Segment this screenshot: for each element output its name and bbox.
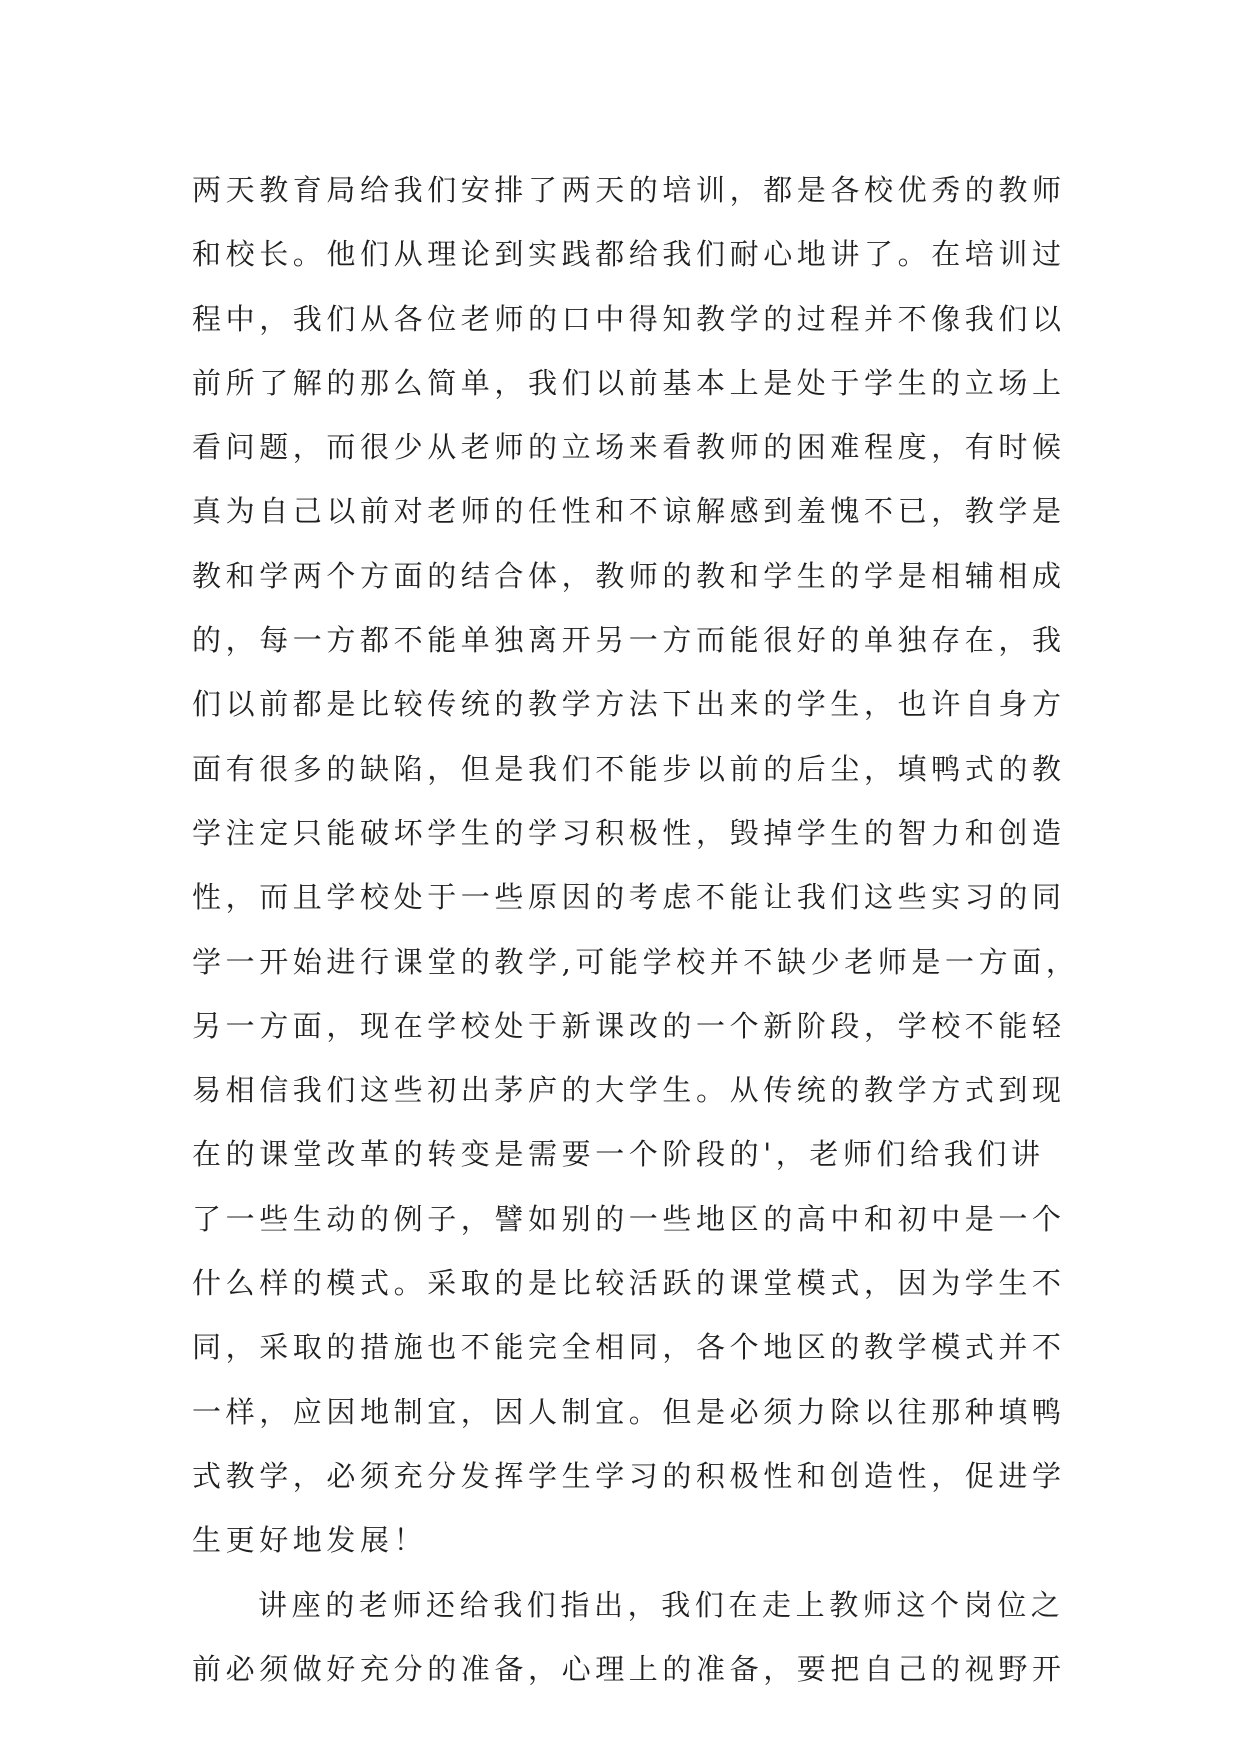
text-line: 式教学，必须充分发挥学生学习的积极性和创造性，促进学 [192,1458,1066,1493]
text-line: 易相信我们这些初出茅庐的大学生。从传统的教学方式到现 [192,1073,1066,1108]
text-line: 程中，我们从各位老师的口中得知教学的过程并不像我们以 [192,301,1066,336]
text-line: 和校长。他们从理论到实践都给我们耐心地讲了。在培训过 [192,237,1066,272]
text-line: 学注定只能破坏学生的学习积极性，毁掉学生的智力和创造 [192,815,1066,850]
text-line: 生更好地发展！ [192,1523,428,1558]
text-line: 学一开始进行课堂的教学,可能学校并不缺少老师是一方面， [192,944,1080,979]
text-line: 什么样的模式。采取的是比较活跃的课堂模式，因为学生不 [192,1266,1066,1301]
text-line: 面有很多的缺陷，但是我们不能步以前的后尘，填鸭式的教 [192,751,1066,786]
text-line: 看问题，而很少从老师的立场来看教师的困难程度，有时候 [192,430,1066,465]
text-line: 真为自己以前对老师的任性和不谅解感到羞愧不已，教学是 [192,494,1066,529]
text-line: 在的课堂改革的转变是需要一个阶段的'，老师们给我们讲 [192,1137,1045,1172]
text-line: 前所了解的那么简单，我们以前基本上是处于学生的立场上 [192,365,1066,400]
text-line: 前必须做好充分的准备，心理上的准备，要把自己的视野开 [192,1651,1066,1686]
text-line: 教和学两个方面的结合体，教师的教和学生的学是相辅相成 [192,558,1066,593]
text-line: 性，而且学校处于一些原因的考虑不能让我们这些实习的同 [192,880,1066,915]
text-line: 的，每一方都不能单独离开另一方而能很好的单独存在，我 [192,623,1066,658]
text-line: 们以前都是比较传统的教学方法下出来的学生，也许自身方 [192,687,1066,722]
paragraph-first-line: 讲座的老师还给我们指出，我们在走上教师这个岗位之 [258,1587,1065,1622]
text-line: 同，采取的措施也不能完全相同，各个地区的教学模式并不 [192,1330,1066,1365]
text-line: 两天教育局给我们安排了两天的培训，都是各校优秀的教师 [192,173,1066,207]
body-text [192,158,1080,1701]
text-line: 另一方面，现在学校处于新课改的一个新阶段，学校不能轻 [192,1008,1066,1043]
text-line: 一样，应因地制宜，因人制宜。但是必须力除以往那种填鸭 [192,1394,1066,1429]
text-line: 了一些生动的例子，譬如别的一些地区的高中和初中是一个 [192,1201,1066,1236]
